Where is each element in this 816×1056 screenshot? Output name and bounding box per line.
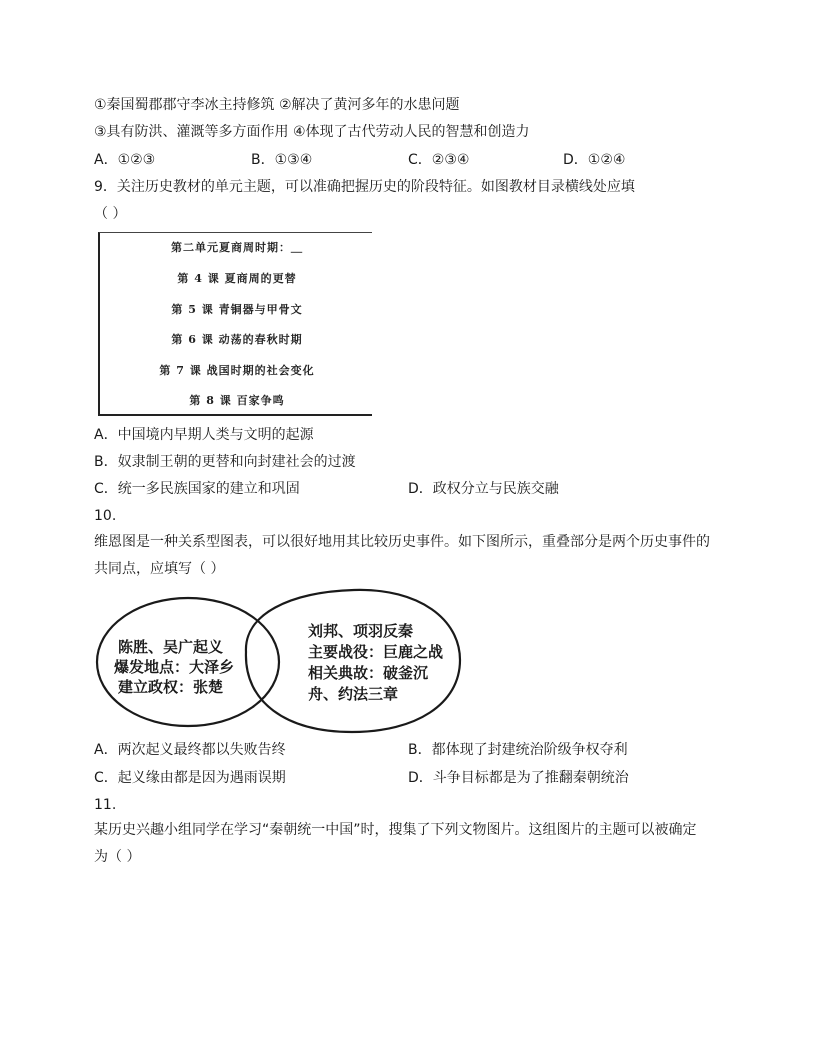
q8-option-c: C．②③④ — [408, 152, 470, 168]
q9-option-d: D．政权分立与民族交融 — [408, 481, 559, 497]
q8-statements-3-4: ③具有防洪、灌溉等多方面作用 ④体现了古代劳动人民的智慧和创造力 — [94, 124, 530, 140]
q10-number: 10. — [94, 508, 117, 524]
textbook-contents-figure — [98, 232, 372, 416]
q8-option-a: A．①②③ — [94, 152, 156, 168]
q9-option-b: B．奴隶制王朝的更替和向封建社会的过渡 — [94, 454, 356, 470]
q8-option-d: D．①②④ — [563, 152, 626, 168]
toc-lesson-4: 第 4 课 夏商周的更替 — [177, 272, 297, 285]
venn-right-title: 刘邦、项羽反秦 — [308, 622, 414, 640]
venn-right-allusion: 相关典故：破釜沉 — [308, 664, 429, 682]
q11-number: 11. — [94, 797, 117, 813]
q9-option-c: C．统一多民族国家的建立和巩固 — [94, 481, 300, 497]
q10-option-d: D．斗争目标都是为了推翻秦朝统治 — [408, 770, 629, 786]
venn-right-battle: 主要战役：巨鹿之战 — [308, 643, 444, 661]
venn-left-location: 爆发地点：大泽乡 — [114, 658, 235, 676]
toc-lesson-6: 第 6 课 动荡的春秋时期 — [171, 333, 303, 346]
q11-stem-line-2: 为（ ） — [94, 849, 141, 865]
q10-stem-line-2: 共同点，应填写（ ） — [94, 561, 225, 577]
venn-right-allusion-cont: 舟、约法三章 — [308, 685, 399, 703]
q10-option-b: B．都体现了封建统治阶级争权夺利 — [408, 742, 628, 758]
toc-lesson-5: 第 5 课 青铜器与甲骨文 — [171, 303, 303, 316]
q10-stem-line-1: 维恩图是一种关系型图表，可以很好地用其比较历史事件。如下图所示，重叠部分是两个历史事件的 — [94, 534, 710, 550]
q11-stem-line-1: 某历史兴趣小组同学在学习“秦朝统一中国”时，搜集了下列文物图片。这组图片的主题可以被确定 — [94, 822, 697, 838]
q8-option-b: B．①③④ — [251, 152, 313, 168]
toc-lesson-8: 第 8 课 百家争鸣 — [189, 394, 285, 407]
q10-option-a: A．两次起义最终都以失败告终 — [94, 742, 286, 758]
q9-answer-bracket: （ ） — [94, 206, 127, 222]
venn-left-title: 陈胜、吴广起义 — [118, 638, 224, 656]
toc-unit-title: 第二单元夏商周时期：＿ — [171, 241, 303, 254]
q8-statements-1-2: ①秦国蜀郡郡守李冰主持修筑 ②解决了黄河多年的水患问题 — [94, 97, 460, 113]
q9-stem: 9．关注历史教材的单元主题，可以准确把握历史的阶段特征。如图教材目录横线处应填 — [94, 179, 635, 195]
venn-diagram — [94, 586, 464, 734]
venn-left-regime: 建立政权：张楚 — [118, 678, 224, 696]
q9-option-a: A．中国境内早期人类与文明的起源 — [94, 427, 314, 443]
toc-lesson-7: 第 7 课 战国时期的社会变化 — [159, 364, 315, 377]
q10-option-c: C．起义缘由都是因为遇雨误期 — [94, 770, 286, 786]
